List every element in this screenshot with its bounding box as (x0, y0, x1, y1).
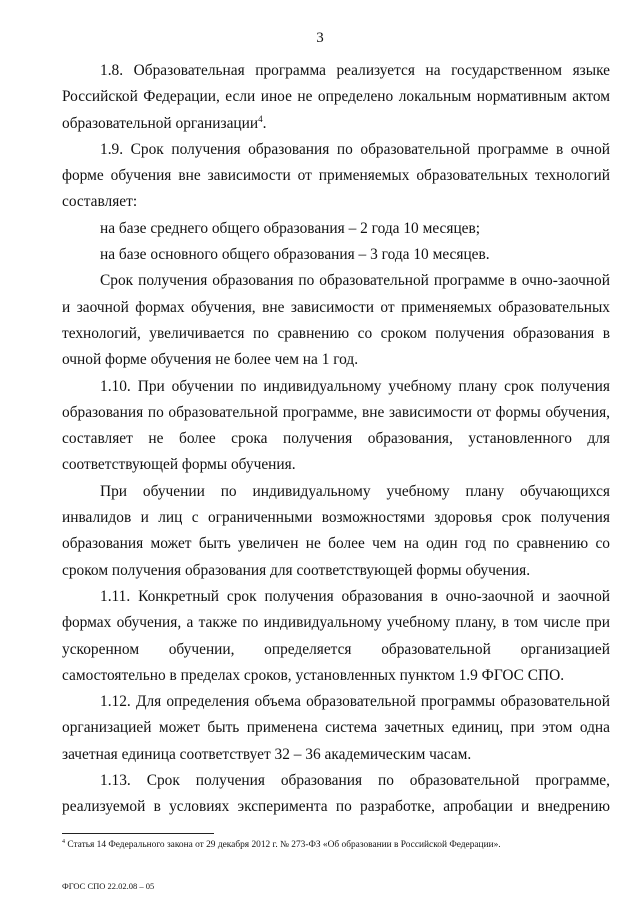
document-code: ФГОС СПО 22.02.08 – 05 (62, 881, 155, 891)
paragraph-tail: . (262, 114, 267, 132)
footnote-text: Статья 14 Федерального закона от 29 декабря 2012 г. № 273-ФЗ «Об образовании в Российской Федерации». (67, 840, 501, 850)
paragraph-secondary-basis: на базе среднего общего образования – 2 года 10 месяцев; (100, 219, 481, 237)
paragraph-1-12: 1.12. Для определения объема образовательной программы образовательной организацией может быть применена система зачетных единиц, при этом одна зачетная единица соответствует 32 – 36 академическим часам. (62, 693, 610, 763)
paragraph-1-11: 1.11. Конкретный срок получения образования в очно-заочной и заочной формах обучения, а также по индивидуальному учебному плану, в том числе при ускоренном обучении, определяется образовательной организацией самостоятельно в пределах сроков, установленных пунктом 1.9 ФГОС СПО. (62, 587, 610, 684)
page-number: 3 (316, 30, 324, 46)
document-body (62, 58, 610, 821)
paragraph-1-8 (62, 58, 610, 137)
paragraph-basic-basis: на базе основного общего образования – 3 года 10 месяцев. (100, 246, 490, 264)
footnote-marker: 4 (62, 838, 65, 845)
paragraph-text: 1.8. Образовательная программа реализуется на государственном языке Российской Федерации, если иное не определено локальным нормативным актом образовательной организации (62, 62, 610, 132)
paragraph-disabled-students: При обучении по индивидуальному учебному плану обучающихся инвалидов и лиц с ограниченными возможностями здоровья срок получения образования может быть увеличен не более чем на один год по сравнению со сроком получения образования для соответствующей формы обучения. (62, 482, 610, 579)
paragraph-1-10: 1.10. При обучении по индивидуальному учебному плану срок получения образования по образовательной программе, вне зависимости от формы обучения, составляет не более срока получения образования, установленного для соответствующей формы обучения. (62, 377, 610, 474)
footnote-divider (62, 833, 214, 834)
paragraph-1-13: 1.13. Срок получения образования по образовательной программе, реализуемой в условиях эксперимента по разработке, апробации и внедрению (62, 772, 610, 816)
footnote-reference: 4 (258, 113, 263, 124)
footnote (62, 839, 610, 852)
paragraph-part-time: Срок получения образования по образовательной программе в очно-заочной и заочной формах обучения, вне зависимости от применяемых образовательных технологий, увеличивается по сравнению со сроком получения образования в очной форме обучения не более чем на 1 год. (62, 272, 610, 369)
paragraph-1-9: 1.9. Срок получения образования по образовательной программе в очной форме обучения вне зависимости от применяемых образовательных технологий составляет: (62, 140, 610, 211)
